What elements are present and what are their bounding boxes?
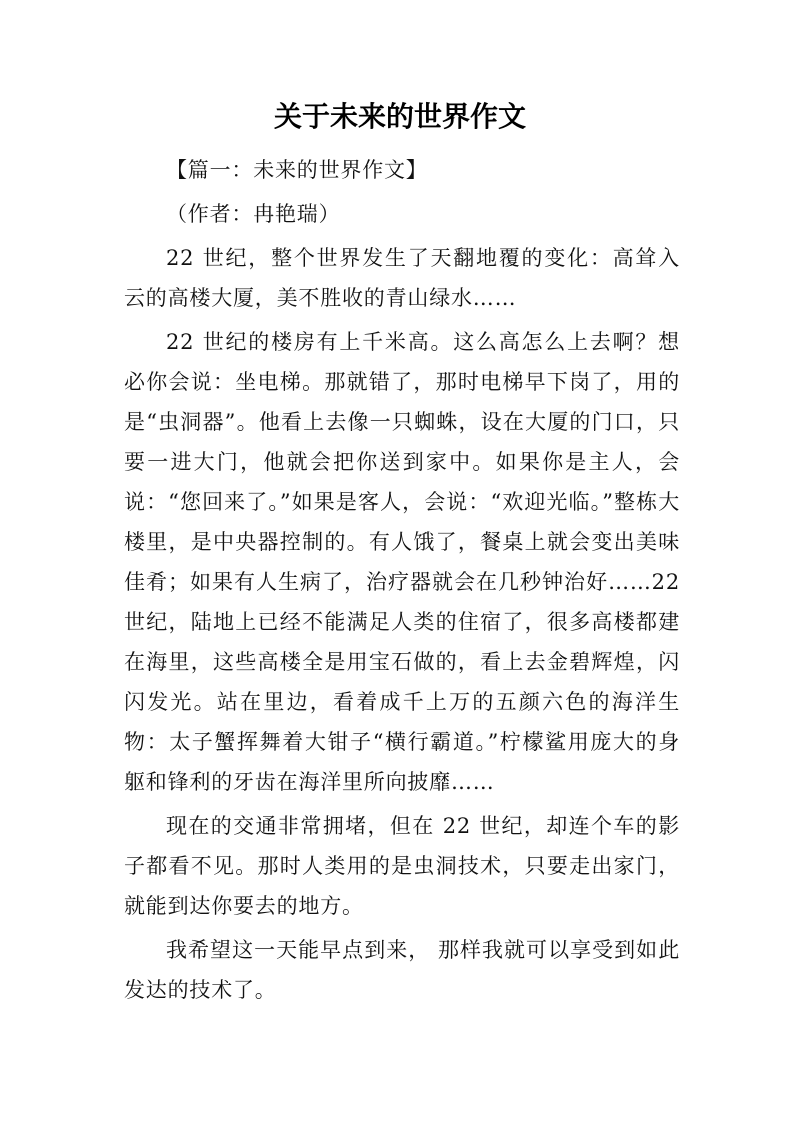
paragraph-4: 我希望这一天能早点到来， 那样我就可以享受到如此发达的技术了。 bbox=[124, 938, 680, 1002]
document-title: 关于未来的世界作文 bbox=[273, 100, 526, 133]
paragraph-2: 22 世纪的楼房有上千米高。这么高怎么上去啊？想必你会说：坐电梯。那就错了，那时电梯早下岗了，用的是“虫洞器”。他看上去像一只蜘蛛，设在大厦的门口，只要一进大门，他就会把你送到家中。如果你是主人，会说：“您回来了。”如果是客人，会说：“欢迎光临。”整栋大楼里，是中央器控制的。有人饿了，餐桌上就会变出美味佳肴；如果有人生病了，治疗器就会在几秒钟治好……22 世纪，陆地上已经不能满足人类的住宿了，很多高楼都建在海里，这些高楼全是用宝石做的，看上去金碧辉煌，闪闪发光。站在里边，看着成千上万的五颜六色的海洋生物：太子蟹挥舞着大钳子“横行霸道。”柠檬鲨用庞大的身躯和锋利的牙齿在海洋里所向披靡…… bbox=[124, 330, 680, 794]
document-body bbox=[124, 150, 680, 1014]
author-line: （作者：冉艳瑞） bbox=[166, 202, 341, 226]
section-heading: 【篇一：未来的世界作文】 bbox=[166, 158, 428, 182]
paragraph-1: 22 世纪，整个世界发生了天翻地覆的变化：高耸入云的高楼大厦，美不胜收的青山绿水…… bbox=[124, 246, 680, 310]
paragraph-3: 现在的交通非常拥堵，但在 22 世纪，却连个车的影子都看不见。那时人类用的是虫洞技术，只要走出家门，就能到达你要去的地方。 bbox=[124, 814, 680, 918]
